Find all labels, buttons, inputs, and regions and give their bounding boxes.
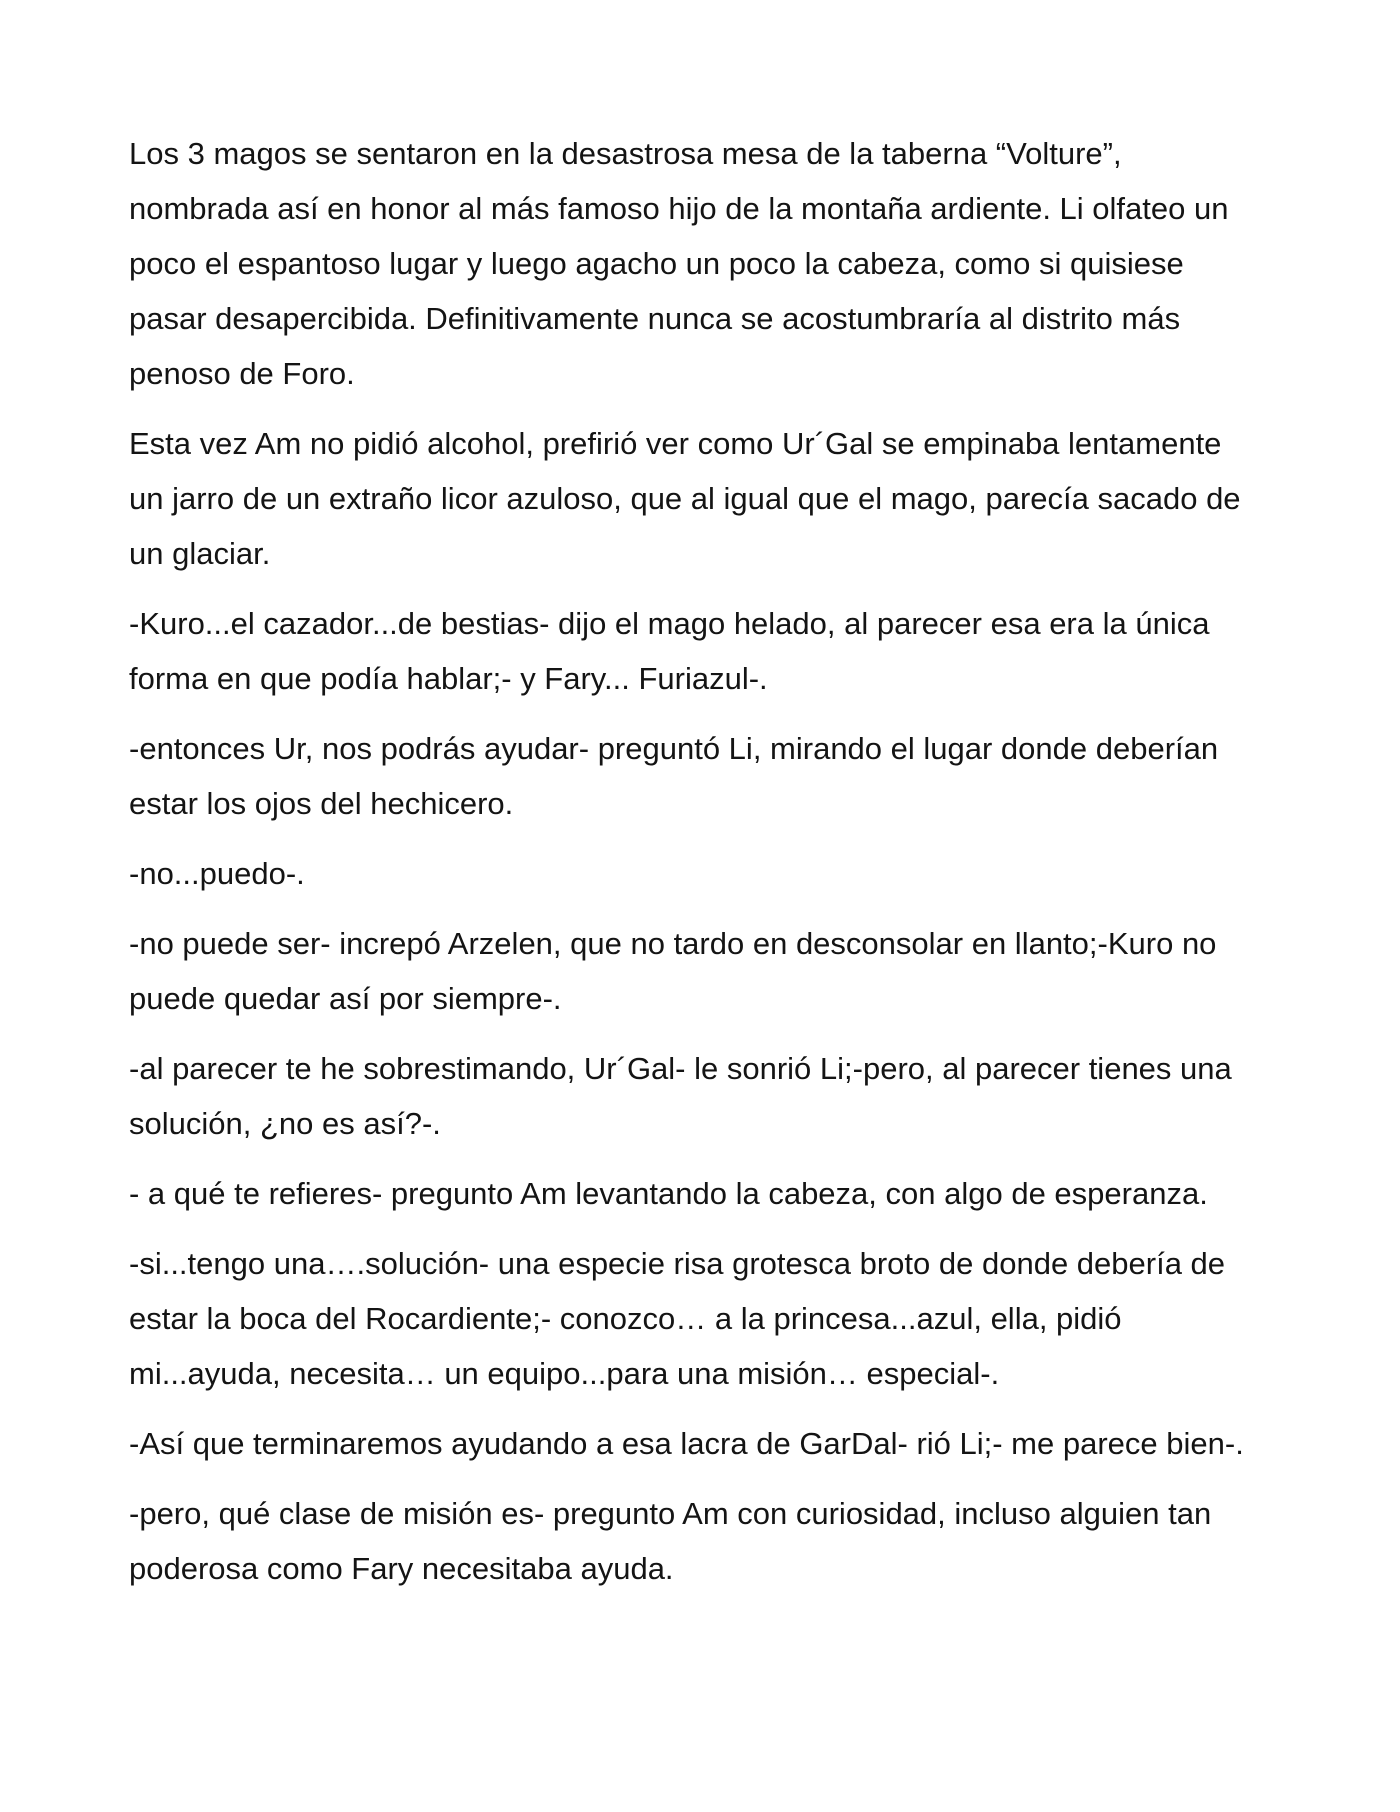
paragraph-5: -no...puedo-. — [129, 856, 305, 891]
paragraph-8: - a qué te refieres- pregunto Am levantando la cabeza, con algo de esperanza. — [129, 1176, 1208, 1211]
paragraph-2: Esta vez Am no pidió alcohol, prefirió ver como Ur´Gal se empinaba lentamente un jarro de un extraño licor azuloso, que al igual que el mago, parecía sacado de un glaciar. — [129, 426, 1241, 571]
paragraph-6: -no puede ser- increpó Arzelen, que no tardo en desconsolar en llanto;-Kuro no puede quedar así por siempre-. — [129, 926, 1217, 1016]
paragraph-9: -si...tengo una….solución- una especie risa grotesca broto de donde debería de estar la boca del Rocardiente;- conozco… a la princesa...azul, ella, pidió mi...ayuda, necesita… un equipo...para una misión… especial-. — [129, 1246, 1226, 1391]
paragraph-10: -Así que terminaremos ayudando a esa lacra de GarDal- rió Li;- me parece bien-. — [129, 1426, 1244, 1461]
paragraph-11: -pero, qué clase de misión es- pregunto Am con curiosidad, incluso alguien tan poderosa como Fary necesitaba ayuda. — [129, 1496, 1212, 1586]
paragraph-4: -entonces Ur, nos podrás ayudar- preguntó Li, mirando el lugar donde deberían estar los ojos del hechicero. — [129, 731, 1219, 821]
paragraph-7: -al parecer te he sobrestimando, Ur´Gal- le sonrió Li;-pero, al parecer tienes una solución, ¿no es así?-. — [129, 1051, 1232, 1141]
paragraph-1: Los 3 magos se sentaron en la desastrosa mesa de la taberna “Volture”, nombrada así en honor al más famoso hijo de la montaña ardiente. Li olfateo un poco el espantoso lugar y luego agacho un poco la cabeza, como si quisiese pasar desapercibida. Definitivamente nunca se acostumbraría al distrito más penoso de Foro. — [129, 136, 1229, 391]
paragraph-3: -Kuro...el cazador...de bestias- dijo el mago helado, al parecer esa era la única forma en que podía hablar;- y Fary... Furiazul-. — [129, 606, 1210, 696]
